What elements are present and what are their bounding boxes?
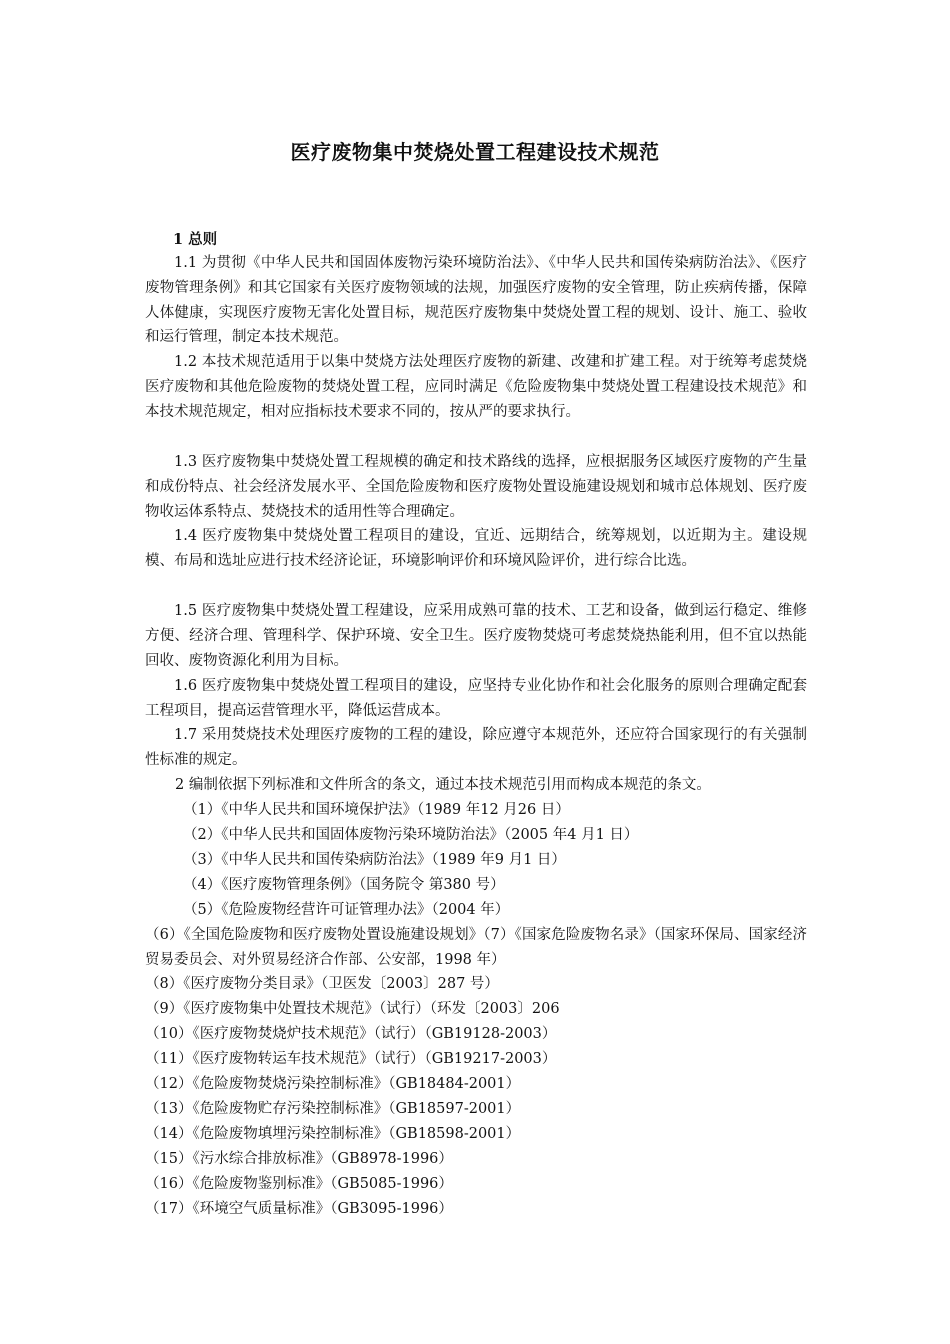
reference-item: （5）《危险废物经营许可证管理办法》（2004 年） (183, 902, 510, 918)
reference-item: （9）《医疗废物集中处置技术规范》（试行）（环发〔2003〕206 (145, 1001, 560, 1017)
reference-item: （8）《医疗废物分类目录》（卫医发〔2003〕287 号） (145, 976, 499, 992)
reference-item: （3）《中华人民共和国传染病防治法》（1989 年9 月1 日） (183, 852, 566, 868)
reference-item: （13）《危险废物贮存污染控制标准》（GB18597-2001） (145, 1101, 521, 1117)
reference-item: （17）《环境空气质量标准》（GB3095-1996） (145, 1201, 453, 1217)
reference-item: （10）《医疗废物焚烧炉技术规范》（试行）（GB19128-2003） (145, 1026, 557, 1042)
reference-item: （15）《污水综合排放标准》（GB8978-1996） (145, 1151, 453, 1167)
reference-item: （1）《中华人民共和国环境保护法》（1989 年12 月26 日） (183, 802, 570, 818)
paragraph-1-2: 1.2 本技术规范适用于以集中焚烧方法处理医疗废物的新建、改建和扩建工程。对于统筹考虑焚烧医疗废物和其他危险废物的焚烧处置工程，应同时满足《危险废物集中焚烧处置工程建设技术规范》和本技术规范规定，相对应指标技术要求不同的，按从严的要求执行。 (145, 354, 807, 420)
paragraph-1-7: 1.7 采用焚烧技术处理医疗废物的工程的建设，除应遵守本规范外，还应符合国家现行的有关强制性标准的规定。 (145, 727, 807, 768)
paragraph-1-5: 1.5 医疗废物集中焚烧处置工程建设，应采用成熟可靠的技术、工艺和设备，做到运行稳定、维修方便、经济合理、管理科学、保护环境、安全卫生。医疗废物焚烧可考虑焚烧热能利用，但不宜以热能回收、废物资源化利用为目标。 (145, 603, 807, 669)
reference-item: （6）《全国危险废物和医疗废物处置设施建设规划》（7）《国家危险废物名录》（国家环保局、国家经济贸易委员会、对外贸易经济合作部、公安部，1998 年） (145, 927, 807, 968)
document-title: 医疗废物集中焚烧处置工程建设技术规范 (290, 140, 660, 164)
reference-item: （2）《中华人民共和国固体废物污染环境防治法》（2005 年4 月1 日） (183, 827, 639, 843)
paragraph-2: 2 编制依据下列标准和文件所含的条文，通过本技术规范引用而构成本规范的条文。 (175, 777, 711, 793)
reference-item: （12）《危险废物焚烧污染控制标准》（GB18484-2001） (145, 1076, 521, 1092)
reference-item: （14）《危险废物填埋污染控制标准》（GB18598-2001） (145, 1126, 521, 1142)
paragraph-1-1: 1.1 为贯彻《中华人民共和国固体废物污染环境防治法》、《中华人民共和国传染病防治法》、《医疗废物管理条例》和其它国家有关医疗废物领域的法规，加强医疗废物的安全管理，防止疾病传播，保障人体健康，实现医疗废物无害化处置目标，规范医疗废物集中焚烧处置工程的规划、设计、施工、验收和运行管理，制定本技术规范。 (145, 255, 807, 346)
reference-item: （4）《医疗废物管理条例》（国务院令 第380 号） (183, 877, 505, 893)
paragraph-1-6: 1.6 医疗废物集中焚烧处置工程项目的建设，应坚持专业化协作和社会化服务的原则合理确定配套工程项目，提高运营管理水平，降低运营成本。 (145, 678, 807, 719)
section-heading: 1 总则 (173, 231, 218, 248)
paragraph-1-4: 1.4 医疗废物集中焚烧处置工程项目的建设，宜近、远期结合，统筹规划，以近期为主。建设规模、布局和选址应进行技术经济论证，环境影响评价和环境风险评价，进行综合比选。 (145, 528, 807, 569)
reference-item: （11）《医疗废物转运车技术规范》（试行）（GB19217-2003） (145, 1051, 557, 1067)
reference-item: （16）《危险废物鉴别标准》（GB5085-1996） (145, 1176, 453, 1192)
paragraph-1-3: 1.3 医疗废物集中焚烧处置工程规模的确定和技术路线的选择，应根据服务区域医疗废物的产生量和成份特点、社会经济发展水平、全国危险废物和医疗废物处置设施建设规划和城市总体规划、医疗废物收运体系特点、焚烧技术的适用性等合理确定。 (145, 454, 807, 520)
